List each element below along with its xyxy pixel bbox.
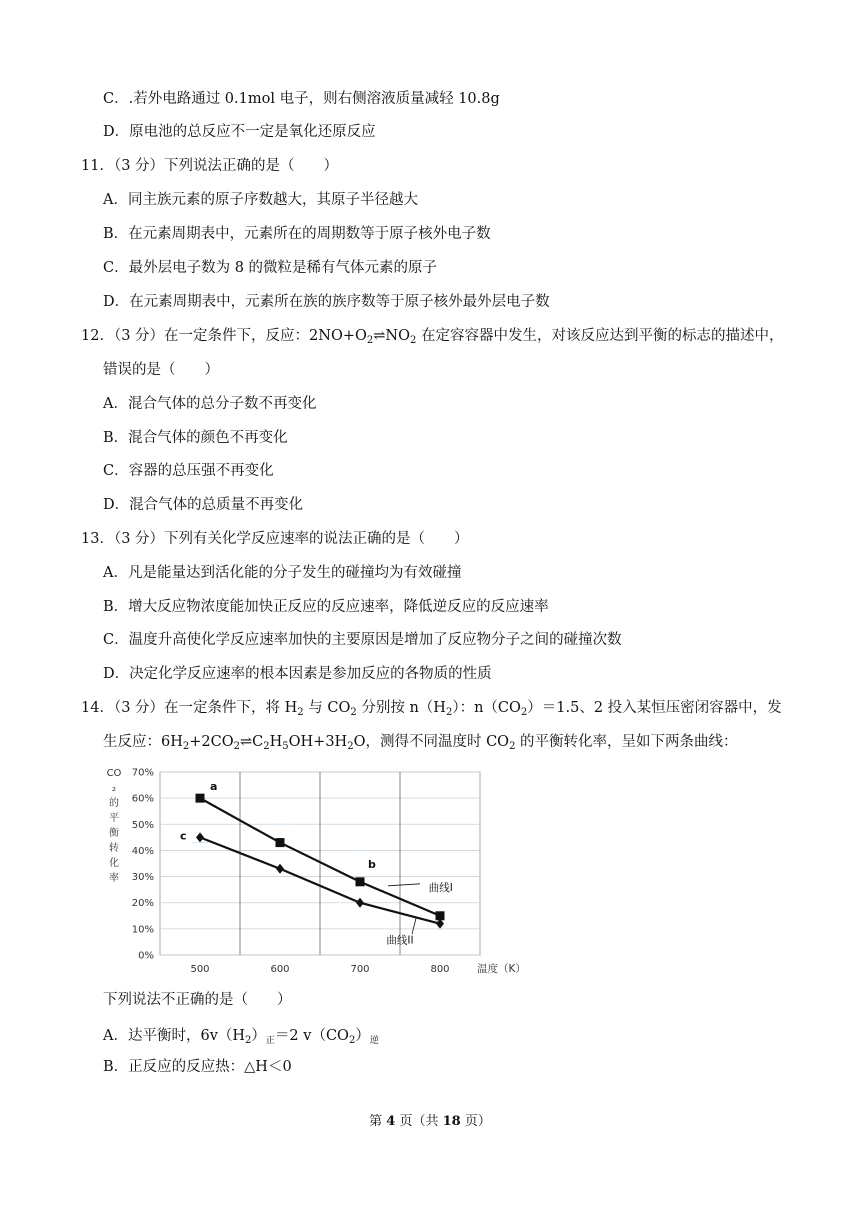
- x-axis-title: 温度（K）: [477, 963, 526, 975]
- option-13b: B．增大反应物浓度能加快正反应的反应速率，降低逆反应的反应速率: [103, 599, 549, 615]
- point-label: a: [210, 780, 218, 794]
- option-12d: D．混合气体的总质量不再变化: [103, 497, 304, 513]
- option-11a: A．同主族元素的原子序数越大，其原子半径越大: [103, 192, 418, 208]
- y-tick-label: 50%: [131, 819, 154, 831]
- y-axis-title: CO ₂ 的平衡转化率: [106, 768, 122, 884]
- leader-line: [388, 884, 420, 886]
- leader-line: [412, 918, 416, 934]
- x-tick-label: 600: [270, 964, 290, 975]
- data-point-diamond: [196, 832, 204, 842]
- option-11b: B．在元素周期表中，元素所在的周期数等于原子核外电子数: [103, 226, 491, 242]
- y-tick-label: 70%: [131, 767, 154, 779]
- data-point-square: [276, 838, 285, 847]
- data-point-square: [356, 877, 365, 886]
- question-14-prompt: 下列说法不正确的是（ ）: [103, 992, 292, 1008]
- option-12c: C．容器的总压强不再变化: [103, 463, 274, 479]
- x-tick-label: 700: [350, 964, 370, 975]
- option-10d: D．原电池的总反应不一定是氧化还原反应: [103, 124, 376, 140]
- data-point-diamond: [276, 864, 284, 874]
- option-10c: C．.若外电路通过 0.1mol 电子，则右侧溶液质量减轻 10.8g: [103, 91, 500, 107]
- y-tick-label: 60%: [131, 793, 154, 805]
- option-13c: C．温度升高使化学反应速率加快的主要原因是增加了反应物分子之间的碰撞次数: [103, 632, 622, 648]
- question-14-continued: 生反应：$6H_2+2CO_2\rightleftharpoons C_2H_5OH+3H_2O$，测得不同温度时 $CO_2$ 的平衡转化率，呈如下两条曲线：: [103, 734, 738, 752]
- question-11: 11．（3 分）下列说法正确的是（ ）: [81, 158, 339, 174]
- y-tick-label: 20%: [131, 898, 154, 910]
- option-13a: A．凡是能量达到活化能的分子发生的碰撞均为有效碰撞: [103, 565, 462, 581]
- x-tick-label: 500: [190, 964, 210, 975]
- option-12a: A．混合气体的总分子数不再变化: [103, 396, 317, 412]
- question-12-continued: 错误的是（ ）: [103, 362, 219, 378]
- page-footer: 第 4 页（共 18 页）: [369, 1114, 491, 1129]
- point-label: b: [368, 857, 376, 871]
- point-label: c: [180, 829, 187, 843]
- option-14a: A．达平衡时，$6v(H_2)_正=2$ $v(CO_2)_逆$: [103, 1028, 379, 1046]
- y-tick-label: 40%: [131, 845, 154, 857]
- y-tick-label: 0%: [138, 950, 154, 962]
- option-12b: B．混合气体的颜色不再变化: [103, 430, 288, 446]
- series-label: 曲线I: [428, 882, 453, 895]
- y-tick-label: 30%: [131, 872, 154, 884]
- option-11d: D．在元素周期表中，元素所在族的族序数等于原子核外最外层电子数: [103, 294, 550, 310]
- question-14: 14．（3 分）在一定条件下，将 $H_2$ 与 $CO_2$ 分别按 $n(H_2)$：$n(CO_2)=1.5$、2 投入某恒压密闭容器中，发: [81, 700, 782, 718]
- series-label: 曲线II: [386, 934, 414, 947]
- y-tick-label: 10%: [131, 924, 154, 936]
- data-point-diamond: [356, 898, 364, 908]
- question-13: 13．（3 分）下列有关化学反应速率的说法正确的是（ ）: [81, 531, 469, 547]
- data-point-square: [196, 794, 205, 803]
- co2-conversion-chart: [100, 762, 526, 980]
- x-tick-label: 800: [430, 964, 450, 975]
- question-12: 12．（3 分）在一定条件下，反应：$2NO+O_2\rightleftharpoons NO_2$ 在定容容器中发生，对该反应达到平衡的标志的描述中，: [81, 328, 784, 346]
- option-13d: D．决定化学反应速率的根本因素是参加反应的各物质的性质: [103, 666, 492, 682]
- option-11c: C．最外层电子数为 8 的微粒是稀有气体元素的原子: [103, 260, 438, 276]
- option-14b: B．正反应的反应热：△H＜0: [103, 1059, 292, 1075]
